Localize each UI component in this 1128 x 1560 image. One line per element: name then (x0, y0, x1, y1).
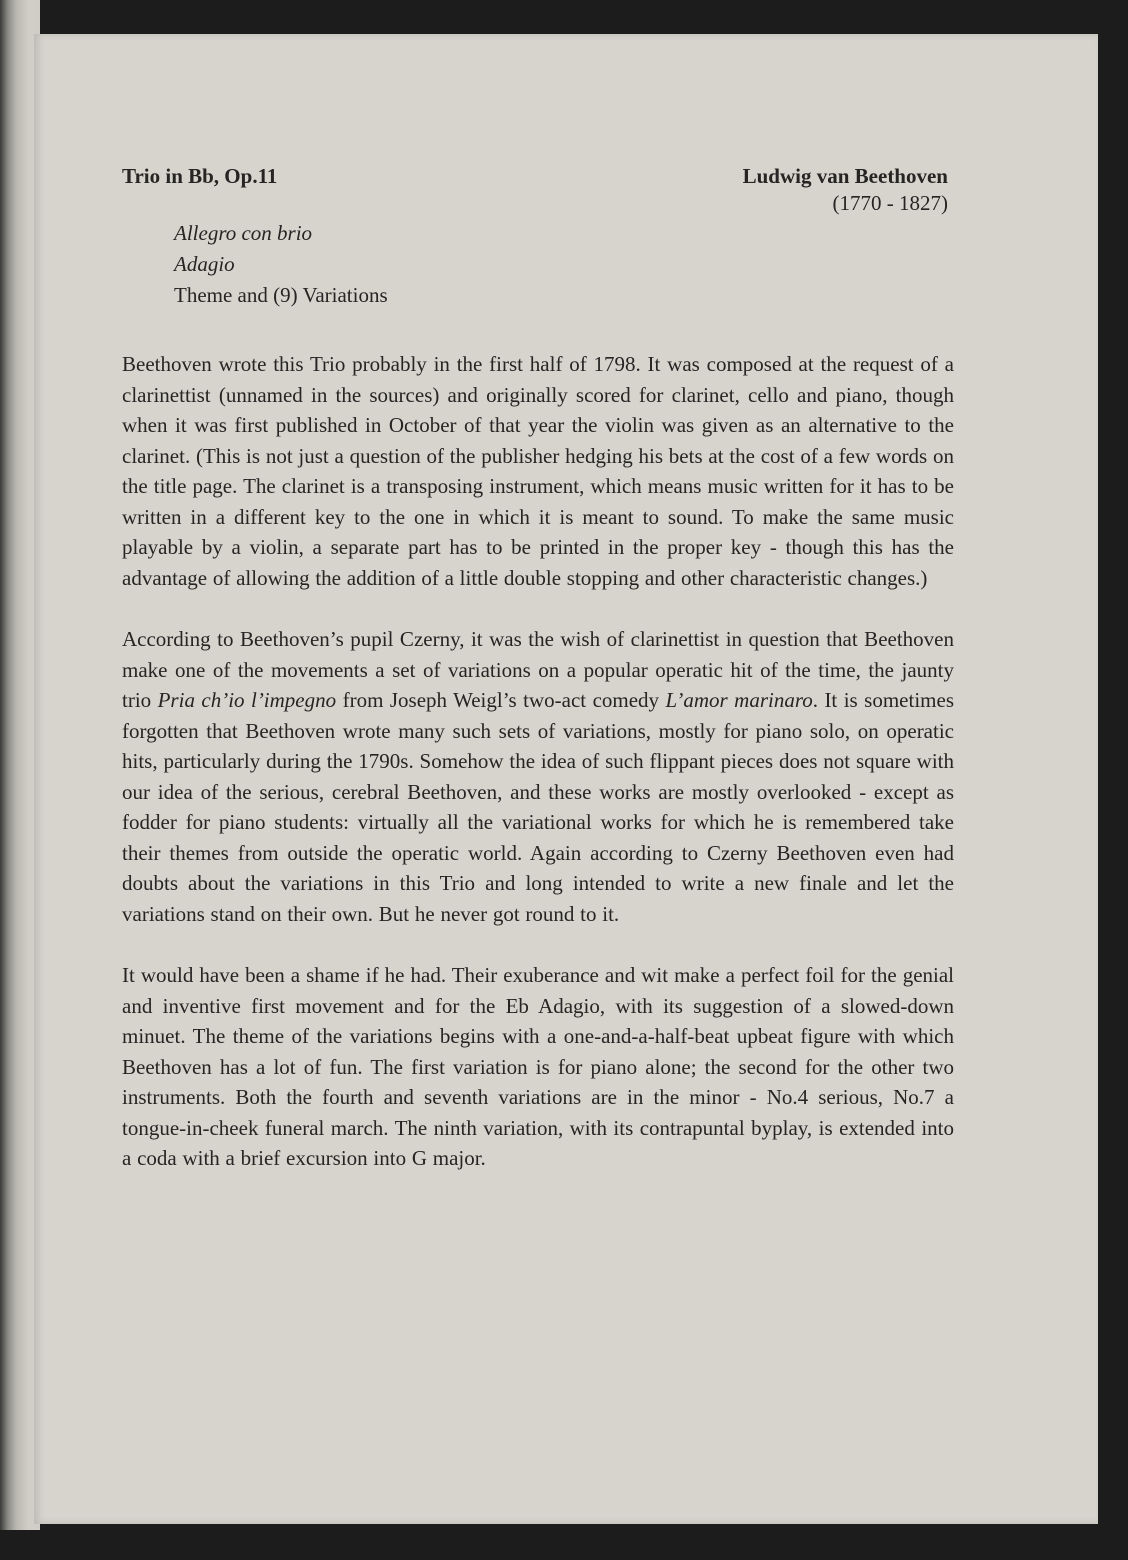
paragraph-composition-history: Beethoven wrote this Trio probably in the first half of 1798. It was composed at the request of a clarinettist (unnamed in the sources) and originally scored for clarinet, cello and piano, though when it was first published in October of that year the violin was given as an alternative to the clarinet. (This is not just a question of the publisher hedging his bets at the cost of a few words on the title page. The clarinet is a transposing instrument, which means music written for it has to be written in a different key to the one in which it is meant to sound. To make the same music playable by a violin, a separate part has to be printed in the proper key - though this has the advantage of allowing the addition of a little double stopping and other characteristic changes.) (122, 352, 954, 590)
movement-item: Allegro con brio (174, 221, 313, 245)
movement-list (174, 218, 954, 311)
composer-block (743, 164, 948, 216)
paragraph-text: According to Beethoven’s pupil Czerny, it was the wish of clarinettist in question that Beethoven make one of the movements a set of variations on a popular operatic hit of the time, the jaunty trio (122, 627, 954, 712)
paragraph-text: . It is sometimes forgotten that Beethoven wrote many such sets of variations, mostly for piano solo, on operatic hits, particularly during the 1790s. Somehow the idea of such flippant pieces does not square with our idea of the serious, cerebral Beethoven, and these works are mostly overlooked - except as fodder for piano students: virtually all the variational works for which he is remembered take their themes from outside the operatic world. Again according to Czerny Beethoven even had doubts about the variations in this Trio and long intended to write a new finale and let the variations stand on their own. But he never got round to it. (122, 688, 954, 926)
composer-name: Ludwig van Beethoven (742, 164, 948, 188)
work-title: Trio in Bb, Op.11 (122, 164, 278, 188)
paragraph-variations-origin (122, 624, 954, 929)
movement-item: Theme and (9) Variations (174, 283, 388, 307)
paragraph-text: from Joseph Weigl’s two-act comedy (336, 688, 666, 712)
movement-item: Adagio (174, 252, 235, 276)
composer-dates: (1770 - 1827) (832, 191, 948, 215)
page-content (122, 164, 954, 1174)
opera-title: L’amor marinaro (665, 688, 813, 712)
aria-title: Pria ch’io l’impegno (157, 688, 337, 712)
header (122, 164, 954, 215)
program-note-page (34, 34, 1098, 1524)
paragraph-movement-description: It would have been a shame if he had. Their exuberance and wit make a perfect foil for the genial and inventive first movement and for the Eb Adagio, with its suggestion of a slowed-down minuet. The theme of the variations begins with a one-and-a-half-beat upbeat figure with which Beethoven has a lot of fun. The first variation is for piano alone; the second for the other two instruments. Both the fourth and seventh variations are in the minor - No.4 serious, No.7 a tongue-in-cheek funeral march. The ninth variation, with its contrapuntal byplay, is extended into a coda with a brief excursion into G major. (122, 963, 954, 1170)
